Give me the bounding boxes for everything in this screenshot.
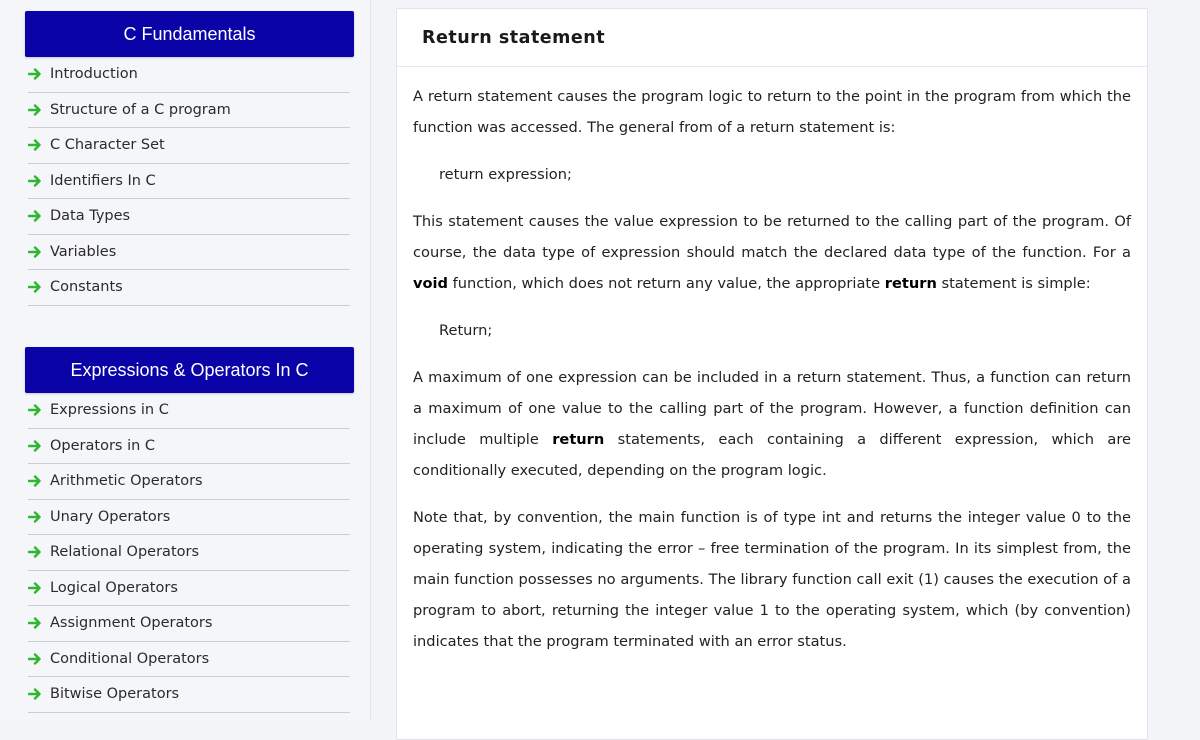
section-list xyxy=(25,393,354,713)
article-card xyxy=(396,8,1148,740)
sidebar-item-label: Constants xyxy=(50,279,123,296)
sidebar-item-identifiers-in-c[interactable] xyxy=(28,164,350,200)
arrow-right-icon xyxy=(28,474,46,488)
sidebar-item-label: Expressions in C xyxy=(50,402,169,419)
arrow-right-icon xyxy=(28,245,46,259)
sidebar-item-label: Arithmetic Operators xyxy=(50,473,203,490)
arrow-right-icon xyxy=(28,687,46,701)
sidebar-item-variables[interactable] xyxy=(28,235,350,271)
article-header xyxy=(397,9,1147,67)
sidebar-item-assignment-operators[interactable] xyxy=(28,606,350,642)
arrow-right-icon xyxy=(28,209,46,223)
arrow-right-icon xyxy=(28,280,46,294)
arrow-right-icon xyxy=(28,652,46,666)
arrow-right-icon xyxy=(28,545,46,559)
arrow-right-icon xyxy=(28,403,46,417)
sidebar-item-constants[interactable] xyxy=(28,270,350,306)
sidebar-item-label: Logical Operators xyxy=(50,579,178,596)
sidebar-item-structure-of-a-c-program[interactable] xyxy=(28,93,350,129)
arrow-right-icon xyxy=(28,103,46,117)
sidebar-item-label: Introduction xyxy=(50,66,138,83)
sidebar-section-expressions-operators xyxy=(25,347,354,713)
paragraph-intro: A return statement causes the program logic to return to the point in the program from which the function was accessed. The general from of a return statement is: xyxy=(413,88,1131,136)
sidebar-item-relational-operators[interactable] xyxy=(28,535,350,571)
sidebar xyxy=(0,0,371,720)
sidebar-item-label: Identifiers In C xyxy=(50,172,156,189)
sidebar-item-unary-operators[interactable] xyxy=(28,500,350,536)
section-header: Expressions & Operators In C xyxy=(25,347,354,393)
page-title: Return statement xyxy=(422,27,606,48)
section-list xyxy=(25,57,354,306)
paragraph-value-expression: This statement causes the value expression to be returned to the calling part of the program. Of course, the data type of expression should match the declared data type of the function. For a void function, which does not return any value, the appropriate return statement is simple: xyxy=(413,213,1131,292)
sidebar-item-logical-operators[interactable] xyxy=(28,571,350,607)
arrow-right-icon xyxy=(28,174,46,188)
sidebar-item-c-character-set[interactable] xyxy=(28,128,350,164)
arrow-right-icon xyxy=(28,581,46,595)
code-example-return: Return; xyxy=(439,322,493,339)
sidebar-item-label: Assignment Operators xyxy=(50,615,213,632)
keyword-return: return xyxy=(884,275,937,292)
sidebar-item-label: Conditional Operators xyxy=(50,650,210,667)
section-header: C Fundamentals xyxy=(25,11,354,57)
sidebar-section-c-fundamentals xyxy=(25,11,354,306)
article-body xyxy=(397,67,1147,657)
paragraph-main-function: Note that, by convention, the main function is of type int and returns the integer value 0 to the operating system, indicating the error – free termination of the program. In its simplest from, the main function possesses no arguments. The library function call exit (1) causes the execution of a program to abort, returning the integer value 1 to the operating system, which (by convention) indicates that the program terminated with an error status. xyxy=(413,509,1131,650)
sidebar-item-expressions-in-c[interactable] xyxy=(28,393,350,429)
arrow-right-icon xyxy=(28,67,46,81)
paragraph-maximum-expression: A maximum of one expression can be included in a return statement. Thus, a function can return a maximum of one value to the calling part of the program. However, a function definition can include multiple return statements, each containing a different expression, which are conditionally executed, depending on the program logic. xyxy=(413,369,1131,479)
sidebar-item-label: Variables xyxy=(50,243,117,260)
sidebar-item-label: C Character Set xyxy=(50,137,165,154)
sidebar-item-label: Relational Operators xyxy=(50,544,200,561)
sidebar-item-conditional-operators[interactable] xyxy=(28,642,350,678)
sidebar-item-label: Data Types xyxy=(50,208,131,225)
arrow-right-icon xyxy=(28,616,46,630)
sidebar-item-data-types[interactable] xyxy=(28,199,350,235)
sidebar-item-label: Structure of a C program xyxy=(50,101,231,118)
arrow-right-icon xyxy=(28,138,46,152)
sidebar-item-operators-in-c[interactable] xyxy=(28,429,350,465)
keyword-return: return xyxy=(552,431,605,448)
arrow-right-icon xyxy=(28,439,46,453)
sidebar-item-introduction[interactable] xyxy=(28,57,350,93)
keyword-void: void xyxy=(413,275,448,292)
sidebar-item-label: Unary Operators xyxy=(50,508,171,525)
sidebar-item-label: Bitwise Operators xyxy=(50,686,180,703)
code-example-return-expression: return expression; xyxy=(439,166,572,183)
sidebar-item-label: Operators in C xyxy=(50,437,156,454)
sidebar-item-bitwise-operators[interactable] xyxy=(28,677,350,713)
sidebar-item-arithmetic-operators[interactable] xyxy=(28,464,350,500)
arrow-right-icon xyxy=(28,510,46,524)
